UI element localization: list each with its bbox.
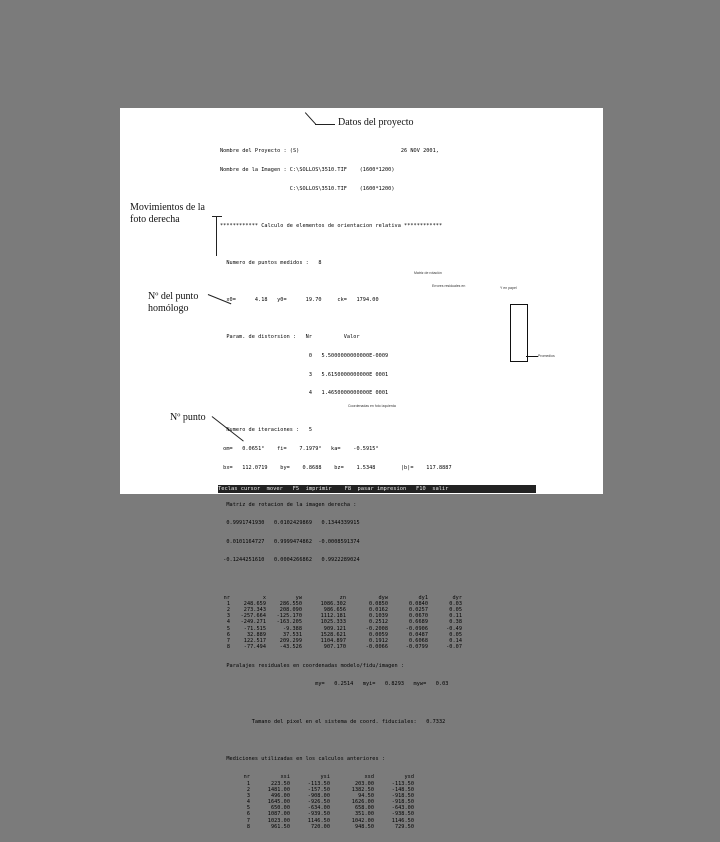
table-cell: 3 — [246, 792, 250, 799]
header-project: Nombre del Proyecto : (S) 26 NOV 2001, — [220, 148, 439, 155]
annotation-n-punto: Nº punto — [170, 412, 206, 423]
table-cell: 729.50 — [394, 823, 414, 830]
table-cell: 0.0487 — [408, 631, 428, 638]
table-cell: 2 — [246, 786, 250, 793]
table-cell: -926.50 — [307, 799, 330, 806]
principal-point: x0= 4.18 y0= 19.70 ck= 1794.00 — [220, 297, 379, 304]
table-cell: 1 — [246, 780, 250, 787]
table-cell: 273.343 — [243, 607, 266, 614]
table-cell: 7 — [226, 637, 230, 644]
table-cell: -0.2008 — [365, 625, 388, 632]
blank — [220, 204, 536, 210]
table-cell: 0.0850 — [368, 600, 388, 607]
table-cell: 32.889 — [246, 631, 266, 638]
column-header: dyw — [378, 594, 388, 601]
table-cell: 203.00 — [354, 780, 374, 787]
table-cell: 0.1912 — [368, 637, 388, 644]
table-cell: -249.271 — [240, 619, 266, 626]
table-cell: 720.00 — [310, 823, 330, 830]
table-cell: -43.526 — [279, 644, 302, 651]
table-cell: 5 — [246, 805, 250, 812]
table-cell: 1146.50 — [307, 817, 330, 824]
table-cell: 0.14 — [449, 637, 462, 644]
column-header: xsd — [364, 774, 374, 781]
status-bar: Teclas cursor mover F5 imprimir F8 pasar impresion F10 salir — [218, 485, 536, 493]
measurement-row — [220, 824, 536, 830]
table-cell: 1382.50 — [351, 786, 374, 793]
table-cell: 6 — [246, 811, 250, 818]
table-cell: 650.00 — [270, 805, 290, 812]
blank — [220, 700, 536, 706]
mediciones-title: Mediciones utilizadas en los calculos anteriores : — [220, 755, 386, 762]
table-cell: 0.0059 — [368, 631, 388, 638]
section-title: ************ Calculo de elementos de orientacion relativa ************ — [220, 222, 443, 229]
paralajes-values: my= 0.2514 myi= 0.8293 myw= 0.03 — [220, 681, 449, 688]
table-cell: -939.50 — [307, 811, 330, 818]
table-cell: -0.0906 — [405, 625, 428, 632]
table-cell: -113.50 — [391, 780, 414, 787]
table-cell: 1042.00 — [351, 817, 374, 824]
table-cell: -918.50 — [391, 792, 414, 799]
column-header: dyr — [452, 594, 462, 601]
table-cell: 2 — [226, 607, 230, 614]
table-cell: 1146.50 — [391, 817, 414, 824]
table-cell: -125.170 — [276, 613, 302, 620]
table-cell: 0.0257 — [408, 607, 428, 614]
table-cell: -148.50 — [391, 786, 414, 793]
column-header: dy1 — [418, 594, 428, 601]
leader-movimientos-v — [216, 216, 217, 256]
table-cell: 0.03 — [449, 600, 462, 607]
document-page — [120, 108, 603, 830]
distorsion-row: 0 5.5000000000000E-0009 — [220, 352, 389, 359]
column-header: zn — [339, 594, 346, 601]
table-cell: 94.50 — [358, 792, 374, 799]
table-cell: 5 — [226, 625, 230, 632]
measurement-table — [220, 774, 536, 830]
matriz-title: Matriz de rotacion de la imagen derecha : — [220, 501, 357, 508]
table-cell: 0.1039 — [368, 613, 388, 620]
table-cell: -9.388 — [282, 625, 302, 632]
table-cell: 37.531 — [282, 631, 302, 638]
label-matriz-rotacion: Matriz de rotación — [414, 271, 442, 275]
table-cell: 1481.00 — [267, 786, 290, 793]
blank — [220, 409, 536, 415]
column-header: yw — [295, 594, 302, 601]
table-cell: 0.11 — [449, 613, 462, 620]
blank — [220, 279, 536, 285]
blank — [220, 737, 536, 743]
table-cell: -643.00 — [391, 805, 414, 812]
leader-datos-diag — [305, 112, 316, 124]
table-cell: -113.50 — [307, 780, 330, 787]
matriz-row: 0.9991741930 0.0102429869 0.1344339915 — [220, 520, 360, 527]
annotation-datos-proyecto: Datos del proyecto — [338, 117, 414, 128]
table-cell: -938.50 — [391, 811, 414, 818]
annotation-movimientos: Movimientos de la foto derecha — [130, 202, 205, 225]
tamano-pixel: Tamano del pixel en el sistema de coord. fiduciales: 0.7332 — [220, 718, 446, 725]
table-cell: -908.00 — [307, 792, 330, 799]
distorsion-row: 4 1.4650000000000E 0001 — [220, 390, 389, 397]
paralajes: Paralajes residuales en coordenadas modelo/fidu/imagen : — [220, 662, 405, 669]
translations: bx= 112.0719 by= 0.8688 bz= 1.5348 |b|= 117.8887 — [220, 464, 452, 471]
table-cell: 1645.00 — [267, 799, 290, 806]
table-cell: 0.0670 — [408, 613, 428, 620]
label-foto-izq: Coordenadas en foto izquierda — [348, 404, 396, 408]
table-cell: 1 — [226, 600, 230, 607]
column-header: ysd — [404, 774, 414, 781]
column-header: x — [262, 594, 266, 601]
table-cell: 248.659 — [243, 600, 266, 607]
table-cell: 0.6068 — [408, 637, 428, 644]
table-cell: 6 — [226, 631, 230, 638]
table-cell: 0.0840 — [408, 600, 428, 607]
table-cell: 1087.00 — [267, 811, 290, 818]
table-cell: -0.07 — [446, 644, 462, 651]
table-cell: -0.0066 — [365, 644, 388, 651]
table-cell: 0.0162 — [368, 607, 388, 614]
table-cell: 0.38 — [449, 619, 462, 626]
table-cell: -77.494 — [243, 644, 266, 651]
table-cell: 209.299 — [279, 637, 302, 644]
angles: om= 0.0651° fi= 7.1979° ka= -0.5915° — [220, 445, 379, 452]
column-header: nr — [223, 594, 230, 601]
table-cell: 3 — [226, 613, 230, 620]
table-cell: 907.170 — [323, 644, 346, 651]
table-cell: 948.50 — [354, 823, 374, 830]
table-cell: 1023.00 — [267, 817, 290, 824]
header-image: Nombre de la Imagen : C:\SOLLOS\3510.TIF (1600*1200) — [220, 167, 395, 173]
blank — [220, 241, 536, 247]
column-header: xsi — [280, 774, 290, 781]
table-cell: -0.49 — [446, 625, 462, 632]
table-cell: 351.00 — [354, 811, 374, 818]
residual-table — [220, 595, 536, 651]
blank — [220, 316, 536, 322]
table-cell: 7 — [246, 817, 250, 824]
table-cell: 1104.897 — [320, 637, 346, 644]
leader-datos — [315, 124, 335, 125]
matriz-row: -0.1244251610 0.0004266862 0.9922289024 — [220, 557, 360, 564]
table-cell: 208.090 — [279, 607, 302, 614]
annotation-n-homologo: Nº del punto homólogo — [148, 291, 199, 314]
table-cell: 1086.302 — [320, 600, 346, 607]
iteraciones: Numero de iteraciones : 5 — [220, 427, 313, 434]
table-cell: -71.515 — [243, 625, 266, 632]
table-cell: 8 — [246, 823, 250, 830]
header-image-2: C:\SOLLOS\3510.TIF (1600*1200) — [220, 185, 395, 192]
table-cell: -918.50 — [391, 799, 414, 806]
table-cell: -0.0799 — [405, 644, 428, 651]
distorsion-row: 3 5.6150000000000E 0001 — [220, 371, 389, 378]
table-cell: 909.121 — [323, 625, 346, 632]
matriz-row: 0.0101164727 0.9999474862 -0.0008591374 — [220, 538, 360, 545]
table-cell: 0.6689 — [408, 619, 428, 626]
table-cell: 223.50 — [270, 780, 290, 787]
table-cell: 286.550 — [279, 600, 302, 607]
table-cell: 8 — [226, 644, 230, 651]
label-residuos: Errores residuales en — [432, 284, 466, 288]
table-cell: 1025.333 — [320, 619, 346, 626]
table-cell: 122.517 — [243, 637, 266, 644]
residual-row — [220, 644, 536, 650]
table-cell: 4 — [226, 619, 230, 626]
distorsion-head: Param. de distorsion : Nr Valor — [220, 334, 360, 341]
table-cell: 1528.621 — [320, 631, 346, 638]
table-cell: 0.05 — [449, 607, 462, 614]
column-header: ysi — [320, 774, 330, 781]
label-promedios: Promedios — [538, 354, 555, 358]
table-cell: 1112.181 — [320, 613, 346, 620]
label-y-papel: Y en papel — [500, 286, 517, 290]
table-cell: 4 — [246, 799, 250, 806]
table-cell: -157.50 — [307, 786, 330, 793]
table-cell: 1626.00 — [351, 799, 374, 806]
table-cell: 0.05 — [449, 631, 462, 638]
column-header: nr — [243, 774, 250, 781]
table-cell: 986.656 — [323, 607, 346, 614]
table-cell: 658.00 — [354, 805, 374, 812]
table-cell: 961.50 — [270, 823, 290, 830]
table-cell: -163.205 — [276, 619, 302, 626]
puntos-medidos: Numero de puntos medidos : 8 — [220, 259, 322, 266]
blank — [220, 576, 536, 582]
table-cell: -634.00 — [307, 805, 330, 812]
table-cell: 0.2512 — [368, 619, 388, 626]
table-cell: 496.00 — [270, 792, 290, 799]
table-cell: -257.664 — [240, 613, 266, 620]
